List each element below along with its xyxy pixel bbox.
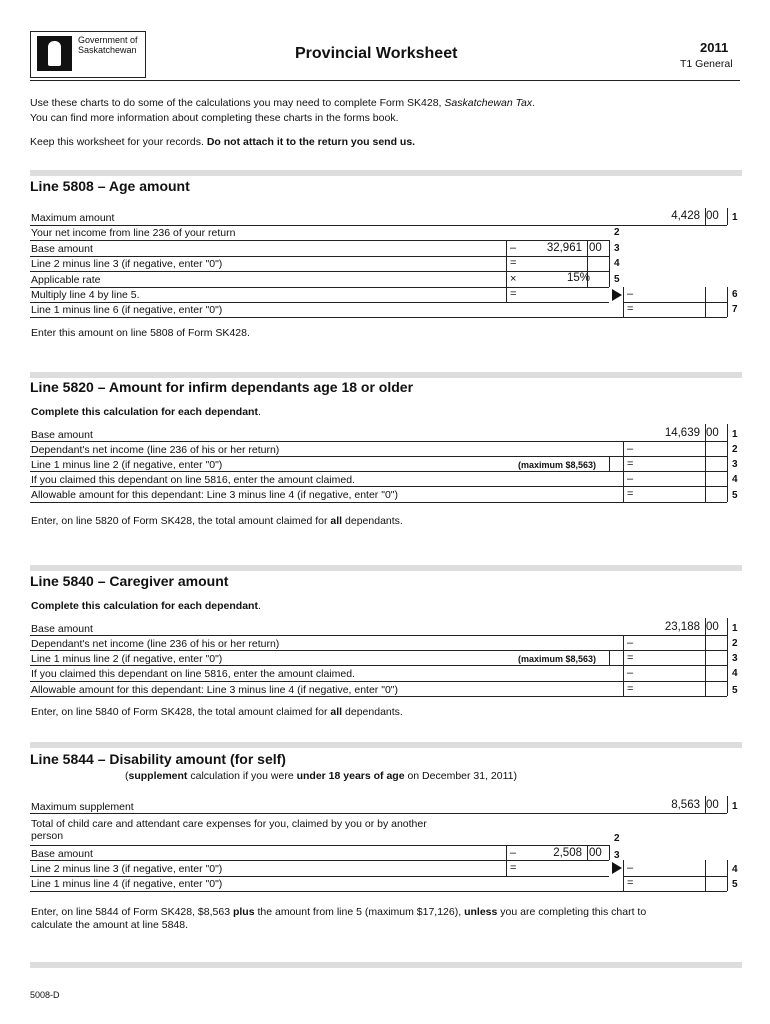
base-amount: 14,639 bbox=[664, 427, 700, 439]
maximum-note: (maximum $8,563) bbox=[518, 460, 597, 470]
op-equals: = bbox=[627, 488, 634, 500]
form-type: T1 General bbox=[680, 58, 733, 70]
base-amount: 32,961 bbox=[546, 242, 582, 254]
intro-line-3: Keep this worksheet for your records. Do not attach it to the return you send us. bbox=[30, 136, 416, 148]
op-equals: = bbox=[627, 303, 634, 315]
row-label: Applicable rate bbox=[31, 274, 101, 286]
tax-year: 2011 bbox=[700, 40, 729, 55]
section-footer: calculate the amount at line 5848. bbox=[31, 919, 189, 931]
row-label: Base amount bbox=[31, 848, 93, 860]
section-footer: Enter, on line 5840 of Form SK428, the total amount claimed for all dependants. bbox=[31, 706, 403, 718]
bottom-divider bbox=[30, 962, 742, 968]
row-label: Base amount bbox=[31, 623, 93, 635]
maximum-note: (maximum $8,563) bbox=[518, 654, 597, 664]
max-cents: 00 bbox=[706, 210, 719, 222]
op-minus: – bbox=[510, 847, 517, 859]
op-equals: = bbox=[510, 288, 517, 300]
line-number: 2 bbox=[614, 833, 620, 844]
op-equals: = bbox=[627, 683, 634, 695]
row-label: Line 2 minus line 3 (if negative, enter "0") bbox=[31, 258, 223, 270]
arrow-right-icon bbox=[612, 862, 622, 874]
line-number: 5 bbox=[732, 879, 738, 890]
section-instruction: Complete this calculation for each dependant. bbox=[31, 600, 261, 612]
row-label: Line 2 minus line 3 (if negative, enter "0") bbox=[31, 863, 223, 875]
op-times: × bbox=[510, 273, 517, 285]
section-title-5840: Line 5840 – Caregiver amount bbox=[30, 573, 229, 589]
section-instruction: (supplement calculation if you were under 18 years of age on December 31, 2011) bbox=[125, 770, 518, 782]
op-equals: = bbox=[627, 652, 634, 664]
line-number: 7 bbox=[732, 304, 738, 315]
base-cents: 00 bbox=[589, 242, 602, 254]
government-name: Government of Saskatchewan bbox=[78, 35, 138, 55]
base-cents: 00 bbox=[706, 621, 719, 633]
line-number: 5 bbox=[732, 490, 738, 501]
row-label: person bbox=[31, 830, 64, 842]
op-minus: – bbox=[627, 288, 634, 300]
row-label: If you claimed this dependant on line 5816, enter the amount claimed. bbox=[31, 474, 355, 486]
row-label: Maximum amount bbox=[31, 212, 115, 224]
line-number: 2 bbox=[732, 638, 738, 649]
section-footer: Enter, on line 5844 of Form SK428, $8,563 plus the amount from line 5 (maximum $17,126), unless you are completing this chart to bbox=[31, 906, 647, 918]
op-minus: – bbox=[510, 242, 517, 254]
line-number: 2 bbox=[732, 444, 738, 455]
row-label: Total of child care and attendant care expenses for you, claimed by you or by another bbox=[31, 818, 427, 830]
line-number: 5 bbox=[732, 685, 738, 696]
section-divider-5820 bbox=[30, 372, 742, 378]
max-supplement: 8,563 bbox=[671, 799, 700, 811]
base-amount: 23,188 bbox=[664, 621, 700, 633]
op-equals: = bbox=[510, 257, 517, 269]
base-amount: 2,508 bbox=[553, 847, 582, 859]
op-minus: – bbox=[627, 667, 634, 679]
line-number: 5 bbox=[614, 274, 620, 285]
line-number: 1 bbox=[732, 623, 738, 634]
page-title: Provincial Worksheet bbox=[295, 45, 458, 62]
line-number: 3 bbox=[614, 243, 620, 254]
section-instruction: Complete this calculation for each dependant. bbox=[31, 406, 261, 418]
row-label: Base amount bbox=[31, 243, 93, 255]
line-number: 4 bbox=[732, 474, 738, 485]
row-label: Line 1 minus line 4 (if negative, enter "0") bbox=[31, 878, 223, 890]
row-label: Your net income from line 236 of your return bbox=[31, 227, 236, 239]
line-number: 1 bbox=[732, 429, 738, 440]
line-number: 4 bbox=[614, 258, 620, 269]
row-label: Dependant's net income (line 236 of his or her return) bbox=[31, 444, 280, 456]
line-number: 1 bbox=[732, 212, 738, 223]
row-label: Base amount bbox=[31, 429, 93, 441]
section-title-5808: Line 5808 – Age amount bbox=[30, 178, 190, 194]
row-label: Allowable amount for this dependant: Line 3 minus line 4 (if negative, enter "0") bbox=[31, 489, 399, 501]
op-equals: = bbox=[627, 458, 634, 470]
saskatchewan-crest-icon bbox=[37, 36, 72, 71]
op-minus: – bbox=[627, 862, 634, 874]
line-number: 3 bbox=[614, 850, 620, 861]
base-cents: 00 bbox=[706, 427, 719, 439]
section-footer: Enter this amount on line 5808 of Form SK428. bbox=[31, 327, 250, 339]
row-label: If you claimed this dependant on line 5816, enter the amount claimed. bbox=[31, 668, 355, 680]
line-number: 3 bbox=[732, 459, 738, 470]
section-divider-5844 bbox=[30, 742, 742, 748]
section-title-5844: Line 5844 – Disability amount (for self) bbox=[30, 751, 286, 767]
row-label: Multiply line 4 by line 5. bbox=[31, 289, 140, 301]
intro-line-1: Use these charts to do some of the calculations you may need to complete Form SK428, Saskatchewan Tax. bbox=[30, 97, 536, 109]
row-label: Allowable amount for this dependant: Line 3 minus line 4 (if negative, enter "0") bbox=[31, 684, 399, 696]
rate-value: 15% bbox=[566, 272, 590, 284]
max-amount: 4,428 bbox=[671, 210, 700, 222]
line-number: 4 bbox=[732, 668, 738, 679]
arrow-right-icon bbox=[612, 289, 622, 301]
line-number: 3 bbox=[732, 653, 738, 664]
row-label: Maximum supplement bbox=[31, 801, 134, 813]
section-footer: Enter, on line 5820 of Form SK428, the total amount claimed for all dependants. bbox=[31, 515, 403, 527]
op-equals: = bbox=[510, 862, 517, 874]
line-number: 4 bbox=[732, 864, 738, 875]
header-divider bbox=[30, 80, 740, 81]
line-number: 6 bbox=[732, 289, 738, 300]
max-cents: 00 bbox=[706, 799, 719, 811]
section-divider-5840 bbox=[30, 565, 742, 571]
row-label: Dependant's net income (line 236 of his or her return) bbox=[31, 638, 280, 650]
op-minus: – bbox=[627, 473, 634, 485]
base-cents: 00 bbox=[589, 847, 602, 859]
section-title-5820: Line 5820 – Amount for infirm dependants age 18 or older bbox=[30, 379, 414, 395]
op-minus: – bbox=[627, 637, 634, 649]
op-minus: – bbox=[627, 443, 634, 455]
line-number: 1 bbox=[732, 801, 738, 812]
section-divider-5808 bbox=[30, 170, 742, 176]
op-equals: = bbox=[627, 877, 634, 889]
row-label: Line 1 minus line 6 (if negative, enter "0") bbox=[31, 304, 223, 316]
row-label: Line 1 minus line 2 (if negative, enter "0") bbox=[31, 459, 223, 471]
row-label: Line 1 minus line 2 (if negative, enter "0") bbox=[31, 653, 223, 665]
intro-line-2: You can find more information about completing these charts in the forms book. bbox=[30, 112, 399, 124]
line-number: 2 bbox=[614, 227, 620, 238]
page-code: 5008-D bbox=[30, 990, 60, 1000]
